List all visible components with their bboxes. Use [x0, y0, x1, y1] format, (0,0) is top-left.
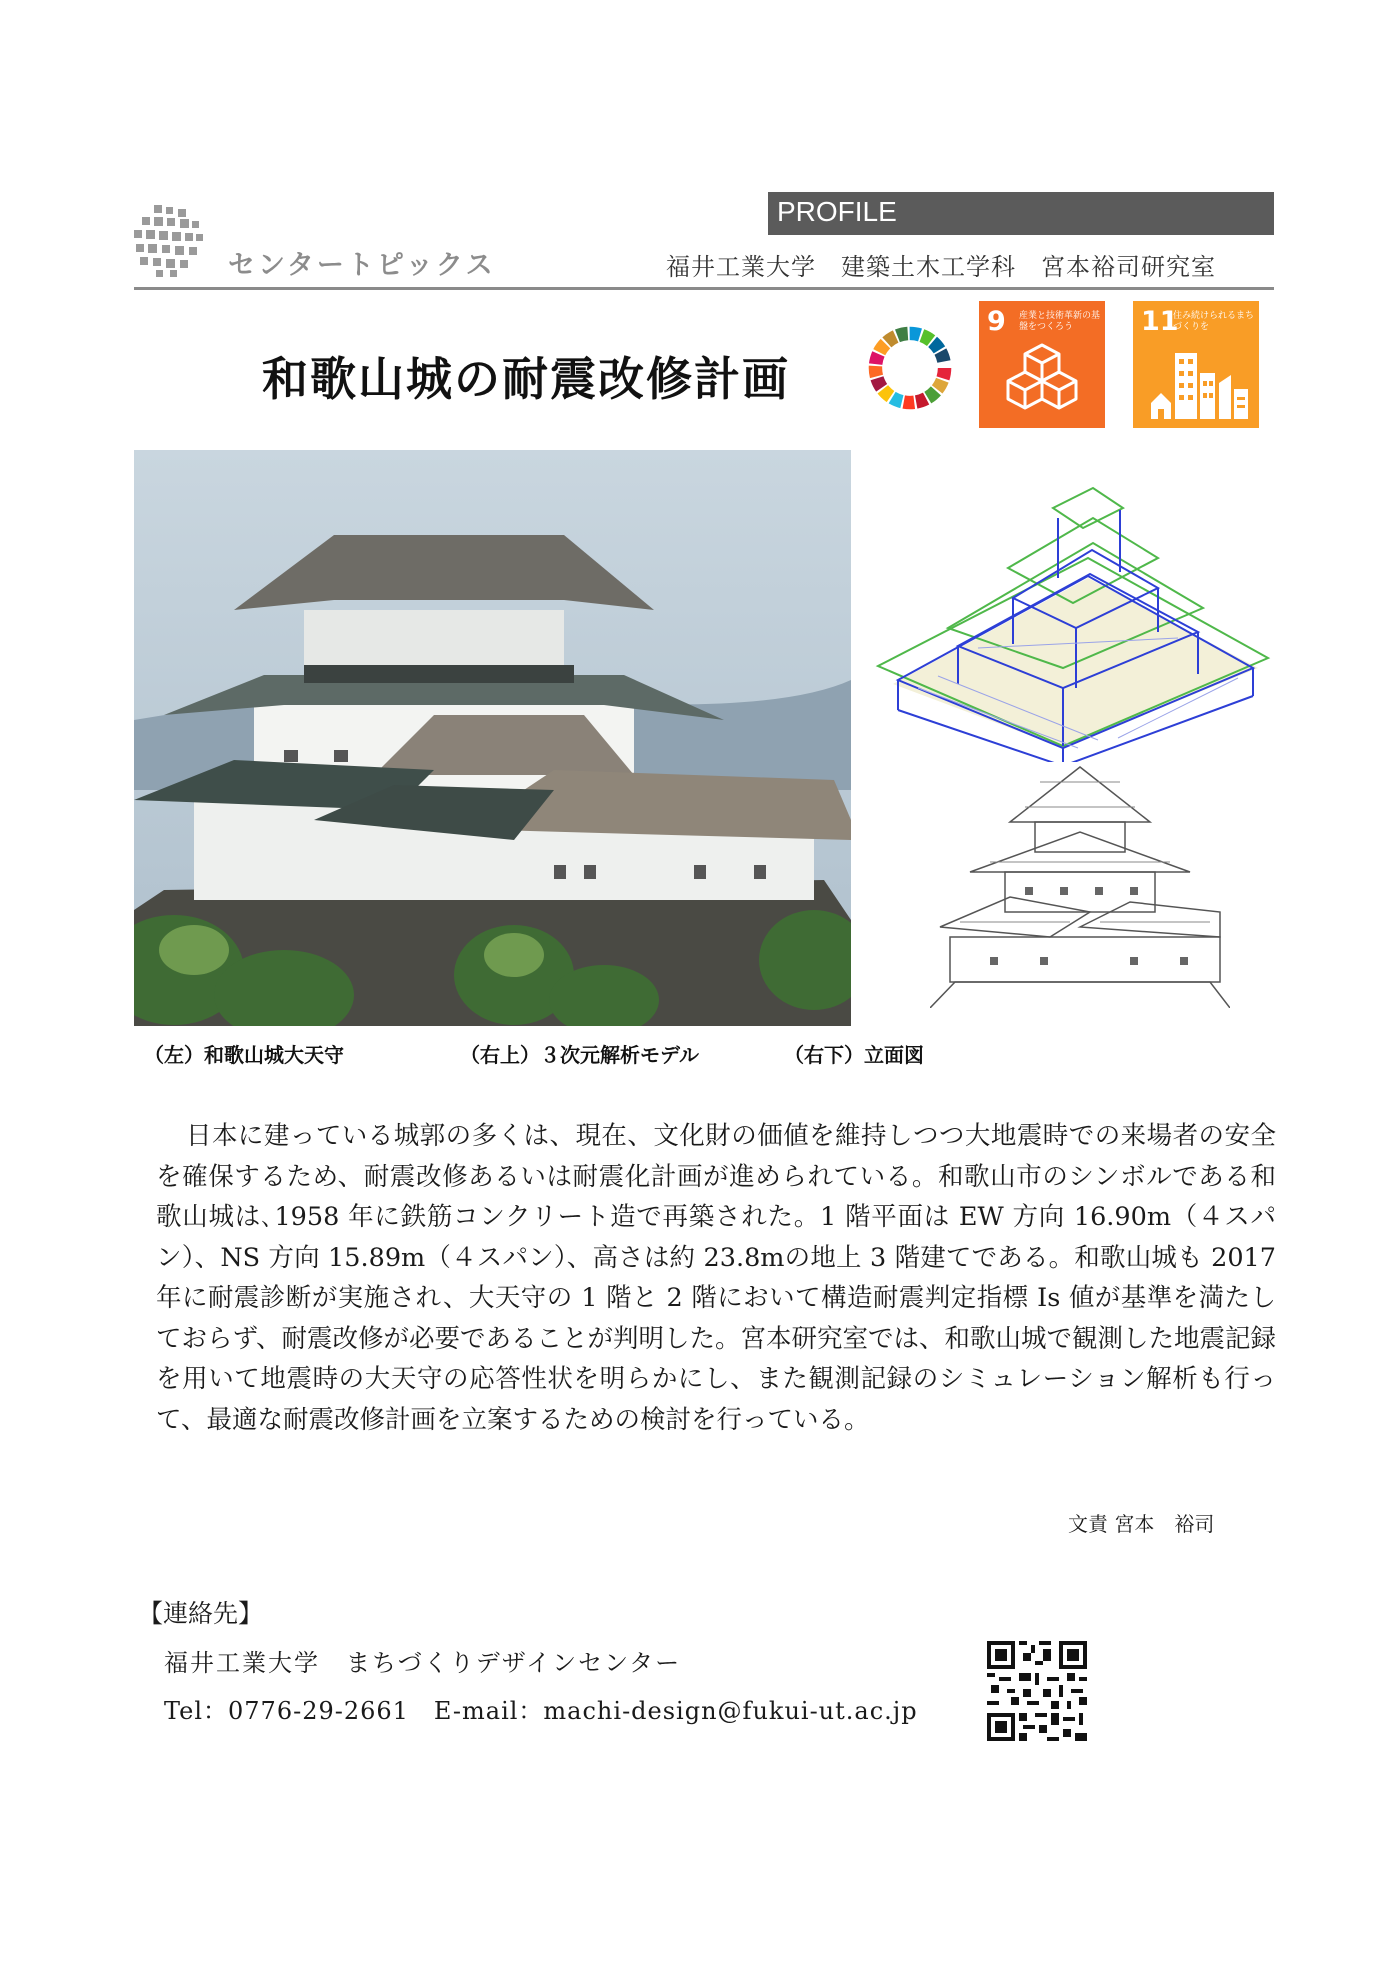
- body-text: 日本に建っている城郭の多くは、現在、文化財の価値を維持しつつ大地震時での来場者の安全を確保するため、耐震改修あるいは耐震化計画が進められている。和歌山市のシンボルである和歌山城は､1958 年に鉄筋コンクリート造で再築された。1 階平面は EW 方向 16.90m（４スパン）、NS 方向 15.89m（４スパン）、高さは約 23.8mの地上 3 階建てである。和歌山城も 2017 年に耐震診断が実施され、大天守の 1 階と 2 階において構造耐震判定指標 Is 値が基準を満たしておらず、耐震改修が必要であることが判明した。宮本研究室では、和歌山城で観測した地震記録を用いて地震時の大天守の応答性状を明らかにし、また観測記録のシミュレーション解析も行って、最適な耐震改修計画を立案するための検討を行っている。: [156, 1121, 1276, 1435]
- affiliation: 福井工業大学 建築土木工学科 宮本裕司研究室: [666, 253, 1216, 281]
- sdg-goal-9-tile: [979, 301, 1105, 428]
- center-logo-icon: [134, 205, 204, 277]
- contact-organization: 福井工業大学 まちづくりデザインセンター: [164, 1649, 682, 1677]
- caption-3d-model: （右上）３次元解析モデル: [460, 1043, 699, 1067]
- castle-photo: [134, 450, 851, 1026]
- caption-elevation: （右下）立面図: [784, 1043, 924, 1067]
- city-buildings-icon: [1133, 339, 1259, 428]
- header-divider: [134, 287, 1274, 290]
- sdg-goal-label: 住み続けられるまちづくりを: [1173, 311, 1255, 332]
- sdg-wheel-icon: [862, 320, 958, 416]
- caption-left-photo: （左）和歌山城大天守: [144, 1043, 344, 1067]
- qr-code-icon[interactable]: [987, 1641, 1087, 1741]
- page-title: 和歌山城の耐震改修計画: [262, 352, 790, 406]
- sdg-goal-label: 産業と技術革新の基盤をつくろう: [1019, 311, 1101, 332]
- sdg-goal-number: 11: [1141, 306, 1179, 337]
- 3d-analysis-model-figure: [858, 448, 1276, 768]
- profile-label: PROFILE: [777, 196, 897, 227]
- industry-cubes-icon: [979, 339, 1105, 428]
- elevation-drawing-figure: [930, 762, 1230, 1008]
- sdg-goal-number: 9: [987, 306, 1006, 337]
- author-credit: 文責 宮本 裕司: [1068, 1512, 1215, 1536]
- section-label: センタートピックス: [228, 250, 496, 281]
- sdg-goal-11-tile: [1133, 301, 1259, 428]
- contact-tel-email: Tel：0776-29-2661 E-mail：machi-design@fukui-ut.ac.jp: [164, 1697, 918, 1725]
- body-paragraph: [156, 1116, 1276, 1440]
- contact-heading: 【連絡先】: [138, 1599, 264, 1628]
